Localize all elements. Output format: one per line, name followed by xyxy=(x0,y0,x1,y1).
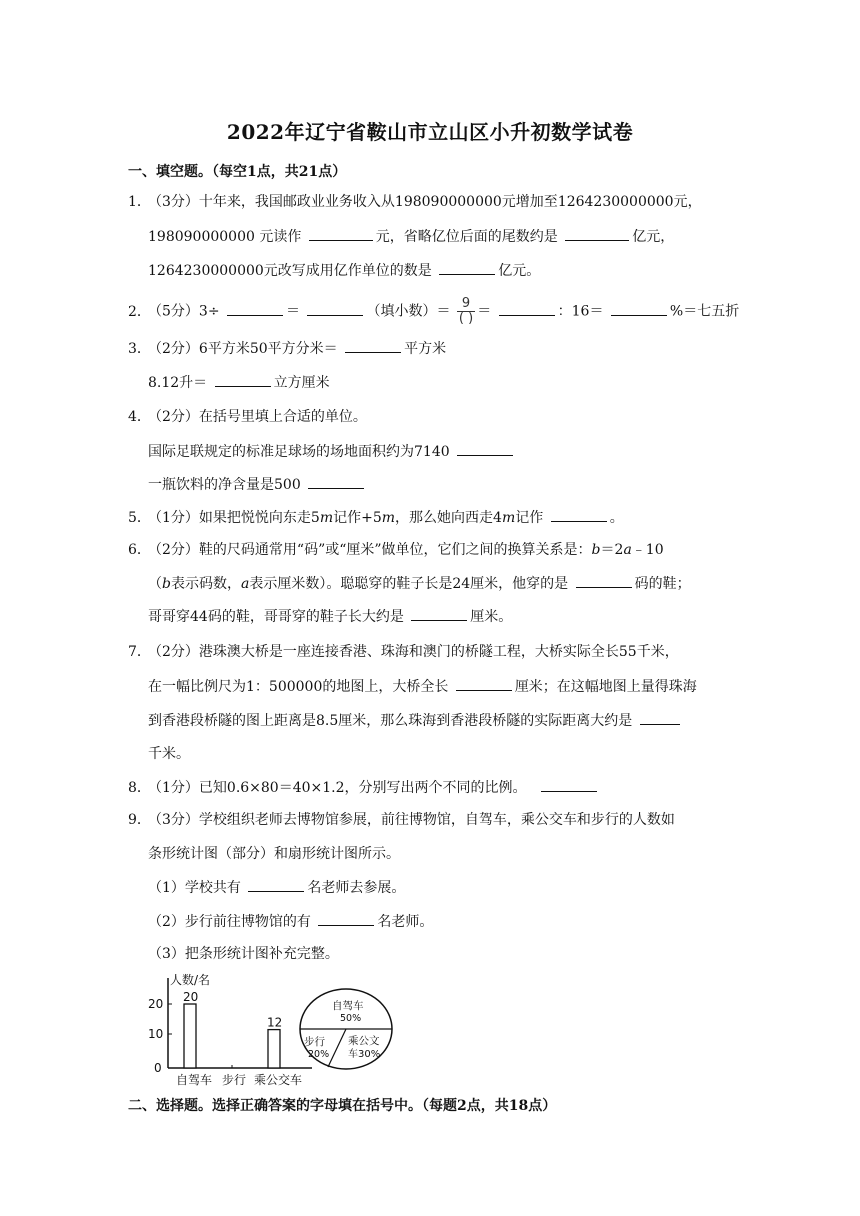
pie-chart xyxy=(298,987,398,1071)
question-7-line-4: 千米。 xyxy=(148,746,190,762)
answer-blank[interactable] xyxy=(248,877,304,892)
question-4-line-1: 4．（2分）在括号里填上合适的单位。 xyxy=(128,409,367,425)
slice-pct-label: 20% xyxy=(308,1049,330,1060)
answer-blank[interactable] xyxy=(565,226,629,241)
question-9-sub-3: （3）把条形统计图补充完整。 xyxy=(148,946,339,962)
question-7-line-3: 到香港段桥隧的图上距离是8.5厘米，那么珠海到香港段桥隧的实际距离大约是 xyxy=(148,710,683,731)
question-9-line-1: 9．（3分）学校组织老师去博物馆参展，前往博物馆，自驾车，乘公交车和步行的人数如 xyxy=(128,812,675,828)
answer-blank[interactable] xyxy=(541,777,597,792)
y-tick-label: 0 xyxy=(154,1061,162,1075)
answer-blank[interactable] xyxy=(611,301,667,316)
question-2: 2．（5分）3÷ ＝ （填小数）＝ $\frac{9}{( )}$ ＝ ：16＝ %＝七五折 xyxy=(128,296,740,326)
page-title: 2022年辽宁省鞍山市立山区小升初数学试卷 xyxy=(226,120,634,144)
question-8: 8．（1分）已知0.6×80＝40×1.2，分别写出两个不同的比例。 xyxy=(128,777,600,798)
answer-blank[interactable] xyxy=(227,301,283,316)
question-3-line-1: 3．（2分）6平方米50平方分米＝ 平方米 xyxy=(128,338,446,359)
y-tick-label: 20 xyxy=(148,997,164,1011)
y-tick-label: 10 xyxy=(148,1027,164,1041)
question-9-sub-2: （2）步行前往博物馆的有 名老师。 xyxy=(148,911,433,932)
x-tick-label: 步行 xyxy=(222,1073,247,1087)
answer-blank[interactable] xyxy=(307,301,363,316)
x-tick-label: 自驾车 xyxy=(176,1073,213,1087)
bar-自驾车 xyxy=(184,1004,196,1068)
pie-divider xyxy=(328,1029,346,1067)
answer-blank[interactable] xyxy=(456,676,512,691)
answer-blank[interactable] xyxy=(576,573,632,588)
x-tick-label: 乘公交车 xyxy=(254,1073,303,1087)
bar-data-label: 12 xyxy=(267,1015,283,1030)
slice-label: 自驾车 xyxy=(332,1000,364,1012)
slice-pct-label: 50% xyxy=(340,1013,362,1024)
answer-blank[interactable] xyxy=(215,372,271,387)
fraction: $\frac{9}{( )}$ xyxy=(458,296,474,326)
question-1-line-1: 1．（3分）十年来，我国邮政业业务收入从198090000000元增加至1264230000000元， xyxy=(128,194,702,210)
question-4-line-3: 一瓶饮料的净含量是500 xyxy=(148,474,367,495)
question-7-line-2: 在一幅比例尺为1：500000的地图上，大桥全长 厘米；在这幅地图上量得珠海 xyxy=(148,676,697,697)
question-6-line-2: （b表示码数，a表示厘米数）。聪聪穿的鞋子长是24厘米，他穿的是 码的鞋； xyxy=(148,573,691,594)
answer-blank[interactable] xyxy=(308,474,364,489)
bar-乘公交车 xyxy=(268,1030,280,1068)
answer-blank[interactable] xyxy=(439,260,495,275)
answer-blank[interactable] xyxy=(318,911,374,926)
slice-label: 乘公文 xyxy=(348,1035,380,1047)
answer-blank[interactable] xyxy=(457,441,513,456)
question-6-line-1: 6．（2分）鞋的尺码通常用“码”或“厘米”做单位，它们之间的换算关系是：b＝2a﹣10 xyxy=(128,542,664,558)
question-7-line-1: 7．（2分）港珠澳大桥是一座连接香港、珠海和澳门的桥隧工程，大桥实际全长55千米， xyxy=(128,644,679,660)
question-4-line-2: 国际足联规定的标准足球场的场地面积约为7140 xyxy=(148,441,516,462)
section-2-heading: 二、选择题。选择正确答案的字母填在括号中。（每题2点，共18点） xyxy=(128,1098,557,1114)
question-9-sub-1: （1）学校共有 名老师去参展。 xyxy=(148,877,405,898)
bar-chart xyxy=(140,970,320,1088)
slice-label: 步行 xyxy=(304,1036,325,1048)
y-axis-label: 人数/名 xyxy=(170,973,211,987)
section-1-heading: 一、填空题。（每空1点，共21点） xyxy=(128,164,347,180)
answer-blank[interactable] xyxy=(345,338,401,353)
question-6-line-3: 哥哥穿44码的鞋，哥哥穿的鞋子长大约是 厘米。 xyxy=(148,606,512,627)
question-1-line-3: 1264230000000元改写成用亿作单位的数是 亿元。 xyxy=(148,260,540,281)
answer-blank[interactable] xyxy=(640,710,680,725)
bar-data-label: 20 xyxy=(183,990,199,1004)
question-1-line-2: 198090000000 元读作 元，省略亿位后面的尾数约是 亿元， xyxy=(148,226,674,247)
question-9-line-2: 条形统计图（部分）和扇形统计图所示。 xyxy=(148,846,400,862)
answer-blank[interactable] xyxy=(499,301,555,316)
question-5: 5．（1分）如果把悦悦向东走5m记作+5m，那么她向西走4m记作 。 xyxy=(128,507,624,528)
answer-blank[interactable] xyxy=(309,226,373,241)
answer-blank[interactable] xyxy=(551,507,607,522)
slice-pct-label: 车30% xyxy=(348,1049,381,1060)
question-3-line-2: 8.12升＝ 立方厘米 xyxy=(148,372,330,393)
answer-blank[interactable] xyxy=(411,606,467,621)
